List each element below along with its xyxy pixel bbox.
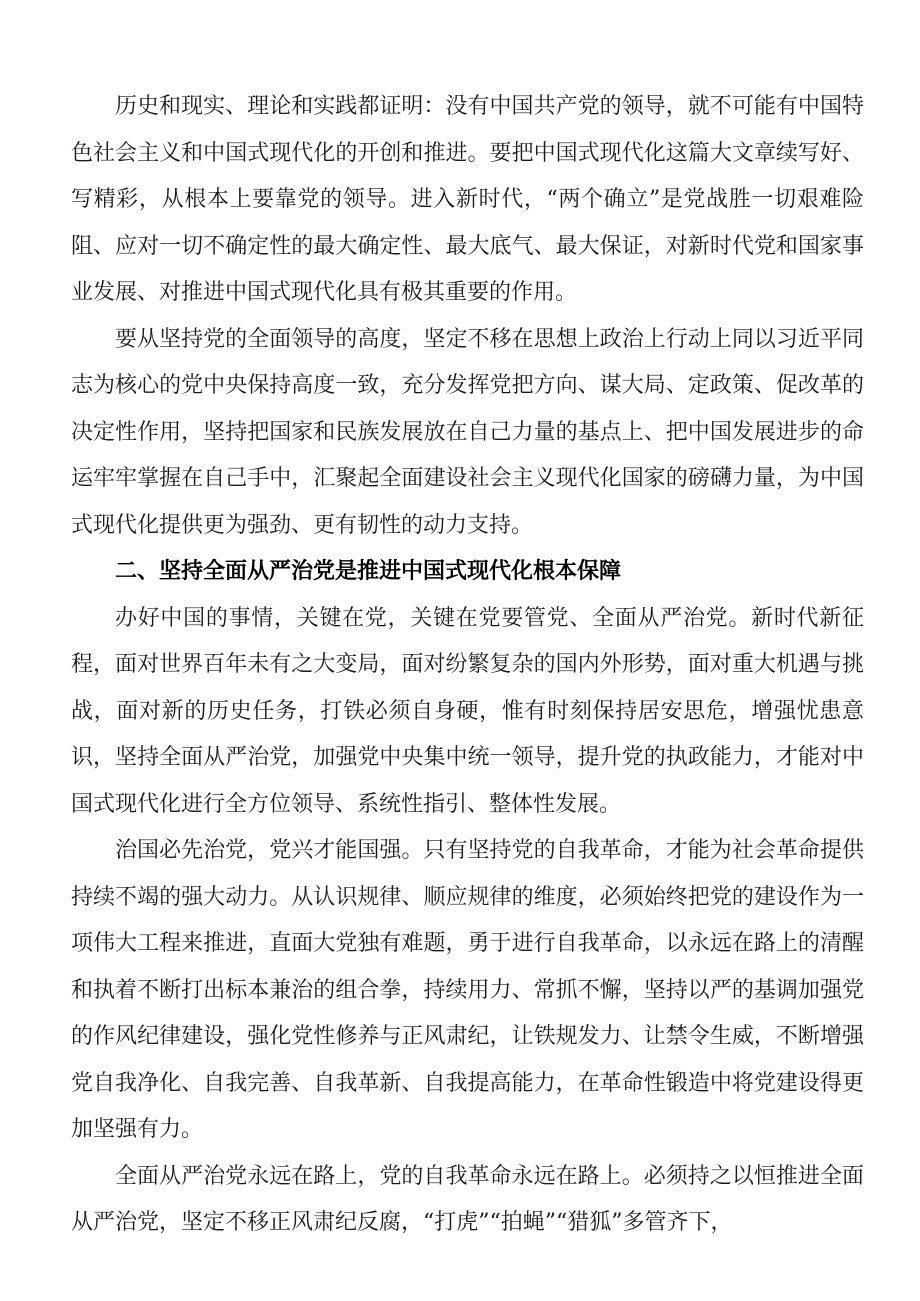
paragraph-strict-governance: 办好中国的事情，关键在党，关键在党要管党、全面从严治党。新时代新征程，面对世界百年未有之大变局，面对纷繁复杂的国内外形势，面对重大机遇与挑战，面对新的历史任务，打铁必须自身硬，惟有时刻保持居安思危，增强忧患意识，坚持全面从严治党，加强党中央集中统一领导，提升党的执政能力，才能对中国式现代化进行全方位领导、系统性指引、整体性发展。 [71, 605, 864, 817]
paragraph-party-leadership: 要从坚持党的全面领导的高度，坚定不移在思想上政治上行动上同以习近平同志为核心的党中央保持高度一致，充分发挥党把方向、谋大局、定政策、促改革的决定性作用，坚持把国家和民族发展放在自己力量的基点上、把中国发展进步的命运牢牢掌握在自己手中，汇聚起全面建设社会主义现代化国家的磅礴力量，为中国式现代化提供更为强劲、更有韧性的动力支持。 [71, 326, 864, 538]
paragraph-self-revolution: 治国必先治党，党兴才能国强。只有坚持党的自我革命，才能为社会革命提供持续不竭的强大动力。从认识规律、顺应规律的维度，必须始终把党的建设作为一项伟大工程来推进，直面大党独有难题，勇于进行自我革命，以永远在路上的清醒和执着不断打出标本兼治的组合拳，持续用力、常抓不懈，坚持以严的基调加强党的作风纪律建设，强化党性修养与正风肃纪，让铁规发力、让禁令生威，不断增强党自我净化、自我完善、自我革新、自我提高能力，在革命性锻造中将党建设得更加坚强有力。 [71, 838, 864, 1142]
paragraph-leadership-proof: 历史和现实、理论和实践都证明：没有中国共产党的领导，就不可能有中国特色社会主义和中国式现代化的开创和推进。要把中国式现代化这篇大文章续写好、写精彩，从根本上要靠党的领导。进入新时代，“两个确立”是党战胜一切艰难险阻、应对一切不确定性的最大确定性、最大底气、最大保证，对新时代党和国家事业发展、对推进中国式现代化具有极其重要的作用。 [71, 94, 864, 305]
section-heading: 二、坚持全面从严治党是推进中国式现代化根本保障 [115, 559, 622, 584]
document-body [71, 84, 864, 1247]
paragraph-anti-corruption: 全面从严治党永远在路上，党的自我革命永远在路上。必须持之以恒推进全面从严治党，坚定不移正风肃纪反腐，“打虎”“拍蝇”“猎狐”多管齐下， [71, 1163, 864, 1235]
